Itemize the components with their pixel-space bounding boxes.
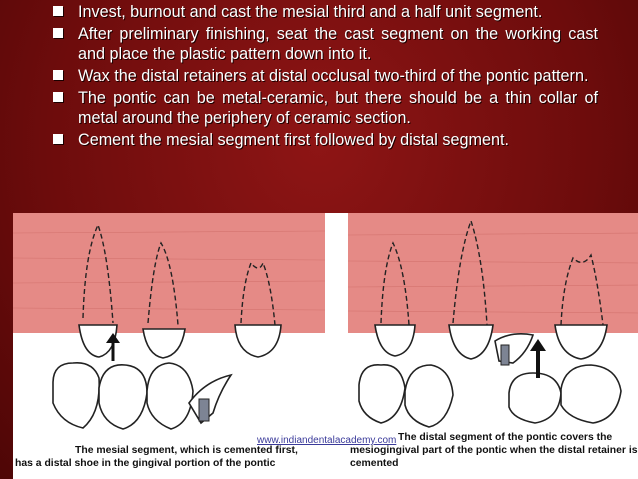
right-up-arrow [530, 339, 546, 378]
bullet-text: Wax the distal retainers at distal occlusal two-third of the pontic pattern. [78, 67, 589, 85]
bullet-marker [53, 134, 63, 144]
left-caption-line-1: The mesial segment, which is cemented first, [75, 445, 298, 456]
bullet-item [78, 88, 598, 128]
watermark-link[interactable]: www.indiandentalacademy.com [257, 435, 397, 446]
bullet-text: Cement the mesial segment first followed by distal segment. [78, 131, 509, 149]
bullet-list [78, 2, 598, 152]
bullet-marker [53, 92, 63, 102]
right-lower-teeth [359, 365, 621, 427]
right-caption-line-1: The distal segment of the pontic covers the [398, 432, 613, 443]
dental-illustration [13, 213, 638, 479]
left-distal-shoe [189, 375, 231, 423]
bullet-item [78, 24, 598, 64]
bullet-marker [53, 28, 63, 38]
bullet-marker [53, 70, 63, 80]
bullet-marker [53, 6, 63, 16]
right-caption-line-3: cemented [350, 458, 399, 469]
bullet-text: The pontic can be metal-ceramic, but there should be a thin collar of metal around the periphery of ceramic section. [78, 89, 598, 127]
right-metal-collar [501, 345, 509, 365]
bullet-text: Invest, burnout and cast the mesial third and a half unit segment. [78, 3, 543, 21]
bullet-item [78, 66, 598, 86]
right-caption-line-2: mesiogingival part of the pontic when the distal retainer is [350, 445, 638, 456]
right-upper-teeth [375, 325, 607, 359]
bullet-item [78, 2, 598, 22]
left-metal-collar [199, 399, 209, 421]
left-lower-teeth [53, 363, 193, 429]
bullet-text: After preliminary finishing, seat the cast segment on the working cast and place the plastic pattern down into it. [78, 25, 598, 63]
left-caption-line-2: has a distal shoe in the gingival portion of the pontic [15, 458, 276, 469]
bullet-item [78, 130, 598, 150]
